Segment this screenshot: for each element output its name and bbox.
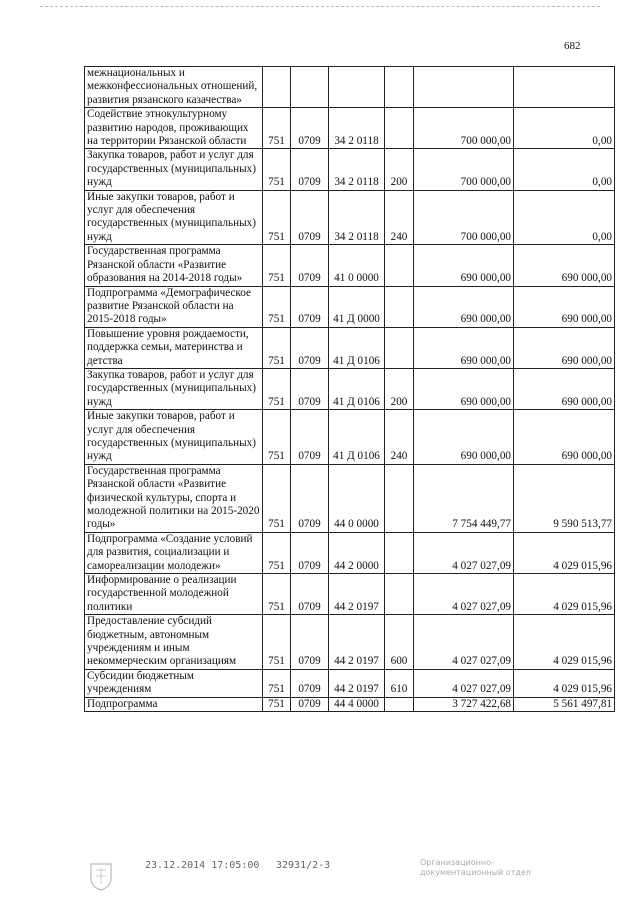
row-section-code: 0709 [291,574,329,615]
table-row [85,669,615,697]
row-name: Закупка товаров, работ и услуг для государственных (муниципальных) нужд [85,368,263,409]
row-expense-type [385,464,414,532]
row-ministry-code: 751 [263,532,291,573]
row-expense-type: 200 [385,368,414,409]
row-amount-2016: 0,00 [514,149,615,190]
row-section-code: 0709 [291,286,329,327]
row-target-article: 41 Д 0106 [329,410,385,465]
row-name: Предоставление субсидий бюджетным, автономным учреждениям и иным некоммерческим организациям [85,615,263,670]
row-ministry-code: 751 [263,464,291,532]
row-target-article: 44 2 0000 [329,532,385,573]
row-ministry-code: 751 [263,327,291,368]
row-name: Подпрограмма «Демографическое развитие Рязанской области на 2015-2018 годы» [85,286,263,327]
row-amount-2015: 4 027 027,09 [414,669,514,697]
page-number: 682 [564,40,581,52]
row-expense-type [385,574,414,615]
row-expense-type [385,67,414,108]
row-ministry-code: 751 [263,410,291,465]
row-name: Государственная программа Рязанской области «Развитие образования на 2014-2018 годы» [85,245,263,286]
table-row [85,574,615,615]
coat-of-arms-stamp-icon [88,860,114,892]
row-target-article [329,67,385,108]
row-target-article: 34 2 0118 [329,149,385,190]
row-ministry-code: 751 [263,615,291,670]
row-amount-2015 [414,67,514,108]
row-amount-2016: 690 000,00 [514,327,615,368]
table-row [85,532,615,573]
row-target-article: 44 0 0000 [329,464,385,532]
row-expense-type: 240 [385,190,414,245]
row-amount-2016: 0,00 [514,190,615,245]
row-amount-2015: 690 000,00 [414,410,514,465]
row-amount-2015: 7 754 449,77 [414,464,514,532]
table-row [85,190,615,245]
table-row [85,327,615,368]
row-section-code: 0709 [291,108,329,149]
row-name: Подпрограмма «Создание условий для развития, социализации и самореализации молодежи» [85,532,263,573]
row-expense-type [385,286,414,327]
row-name: Иные закупки товаров, работ и услуг для обеспечения государственных (муниципальных) нужд [85,190,263,245]
row-name: Содействие этнокультурному развитию народов, проживающих на территории Рязанской области [85,108,263,149]
table-row [85,286,615,327]
row-section-code: 0709 [291,190,329,245]
row-expense-type: 610 [385,669,414,697]
row-section-code: 0709 [291,615,329,670]
row-amount-2015: 690 000,00 [414,245,514,286]
registration-date: 23.12.2014 17:05:00 [145,860,260,871]
row-name: Государственная программа Рязанской области «Развитие физической культуры, спорта и молодежной политики на 2015-2020 годы» [85,464,263,532]
row-expense-type: 200 [385,149,414,190]
row-target-article: 44 4 0000 [329,697,385,711]
row-target-article: 41 0 0000 [329,245,385,286]
row-name: Иные закупки товаров, работ и услуг для обеспечения государственных (муниципальных) нужд [85,410,263,465]
row-amount-2016: 0,00 [514,108,615,149]
row-name: Подпрограмма [85,697,263,711]
row-ministry-code: 751 [263,190,291,245]
row-expense-type [385,532,414,573]
table-row [85,67,615,108]
table-row [85,245,615,286]
row-target-article: 44 2 0197 [329,574,385,615]
row-amount-2016: 690 000,00 [514,245,615,286]
row-name: Субсидии бюджетным учреждениям [85,669,263,697]
row-target-article: 41 Д 0106 [329,327,385,368]
row-section-code: 0709 [291,464,329,532]
row-amount-2015: 4 027 027,09 [414,615,514,670]
row-amount-2016: 4 029 015,96 [514,574,615,615]
row-ministry-code: 751 [263,286,291,327]
row-section-code: 0709 [291,669,329,697]
table-row [85,697,615,711]
row-amount-2015: 4 027 027,09 [414,532,514,573]
row-amount-2015: 3 727 422,68 [414,697,514,711]
row-amount-2015: 4 027 027,09 [414,574,514,615]
row-section-code: 0709 [291,327,329,368]
table-row [85,615,615,670]
row-ministry-code: 751 [263,149,291,190]
row-amount-2015: 690 000,00 [414,368,514,409]
row-target-article: 41 Д 0000 [329,286,385,327]
scan-top-border [40,6,600,7]
row-target-article: 44 2 0197 [329,615,385,670]
row-section-code: 0709 [291,697,329,711]
row-ministry-code: 751 [263,245,291,286]
row-amount-2015: 700 000,00 [414,149,514,190]
row-ministry-code: 751 [263,669,291,697]
row-amount-2016: 690 000,00 [514,410,615,465]
row-ministry-code: 751 [263,697,291,711]
row-amount-2015: 690 000,00 [414,286,514,327]
row-name: Информирование о реализации государственной молодежной политики [85,574,263,615]
row-section-code [291,67,329,108]
row-expense-type: 600 [385,615,414,670]
row-section-code: 0709 [291,149,329,190]
row-section-code: 0709 [291,245,329,286]
row-target-article: 44 2 0197 [329,669,385,697]
row-expense-type: 240 [385,410,414,465]
row-target-article: 34 2 0118 [329,108,385,149]
row-target-article: 41 Д 0106 [329,368,385,409]
row-amount-2015: 700 000,00 [414,108,514,149]
table-row [85,410,615,465]
table-row [85,108,615,149]
row-amount-2016: 9 590 513,77 [514,464,615,532]
row-expense-type [385,245,414,286]
page-footer [0,858,640,905]
row-amount-2016: 4 029 015,96 [514,669,615,697]
row-name: Закупка товаров, работ и услуг для государственных (муниципальных) нужд [85,149,263,190]
row-amount-2016: 4 029 015,96 [514,615,615,670]
row-amount-2016: 690 000,00 [514,368,615,409]
row-amount-2015: 690 000,00 [414,327,514,368]
row-expense-type [385,327,414,368]
row-amount-2016: 5 561 497,81 [514,697,615,711]
budget-table [84,66,615,712]
row-ministry-code: 751 [263,368,291,409]
row-amount-2016 [514,67,615,108]
row-expense-type [385,108,414,149]
table-row [85,149,615,190]
row-section-code: 0709 [291,532,329,573]
document-code: 32931/2-3 [276,860,331,871]
row-name: межнациональных и межконфессиональных отношений, развития рязанского казачества» [85,67,263,108]
row-amount-2016: 690 000,00 [514,286,615,327]
row-amount-2015: 700 000,00 [414,190,514,245]
table-row [85,464,615,532]
table-row [85,368,615,409]
row-section-code: 0709 [291,410,329,465]
row-name: Повышение уровня рождаемости, поддержка семьи, материнства и детства [85,327,263,368]
row-ministry-code [263,67,291,108]
row-target-article: 34 2 0118 [329,190,385,245]
row-ministry-code: 751 [263,574,291,615]
row-amount-2016: 4 029 015,96 [514,532,615,573]
budget-table-body [85,67,615,712]
row-section-code: 0709 [291,368,329,409]
row-ministry-code: 751 [263,108,291,149]
row-expense-type [385,697,414,711]
department-note: Организационно-документационный отдел [420,858,531,877]
